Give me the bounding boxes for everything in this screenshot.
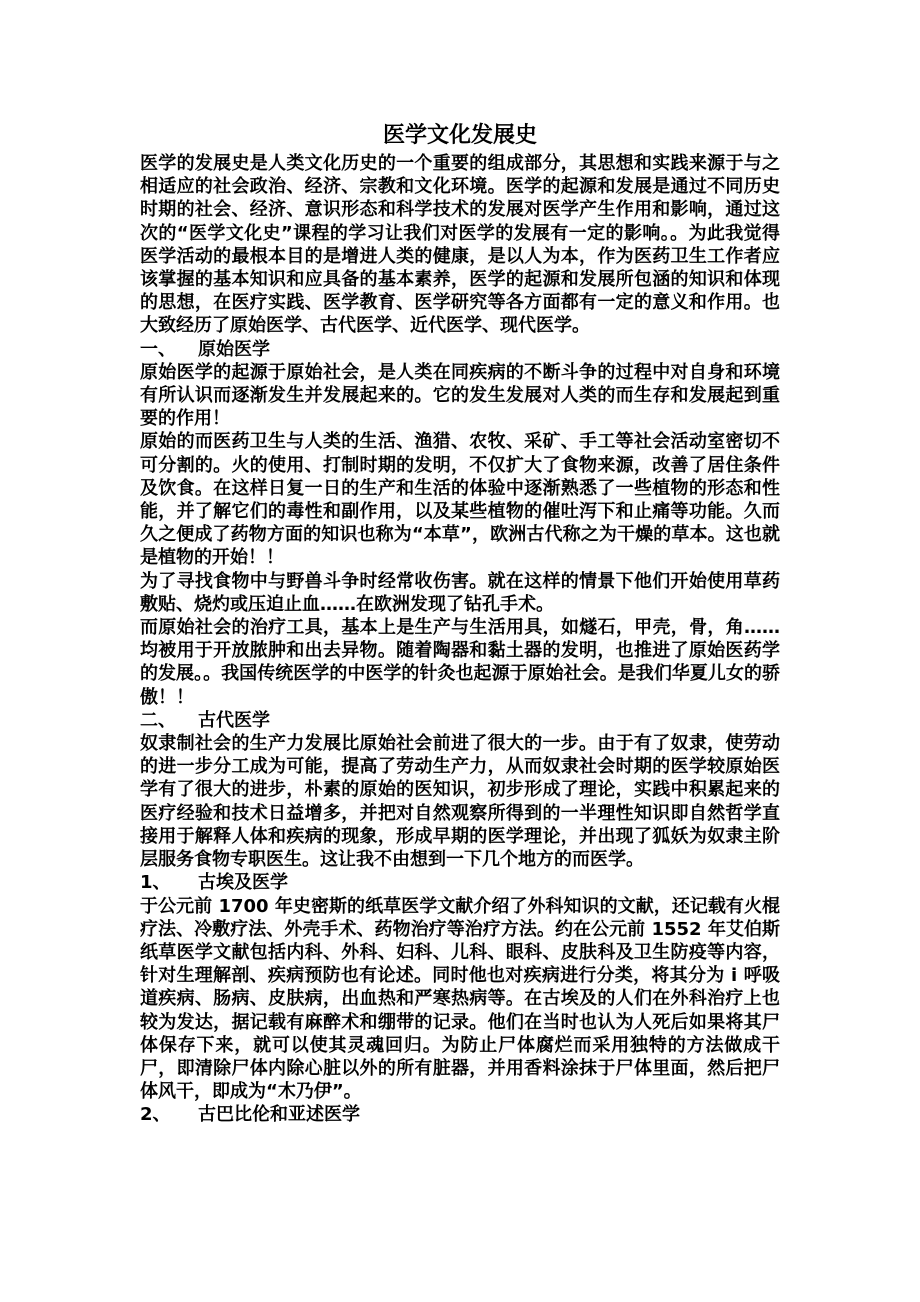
page-title: 医学文化发展史 bbox=[382, 123, 537, 148]
section-heading bbox=[140, 709, 780, 732]
section-title: 古代医学 bbox=[198, 709, 270, 731]
document-page bbox=[140, 120, 780, 1127]
section-heading bbox=[140, 1103, 780, 1126]
paragraph: 而原始社会的治疗工具，基本上是生产与生活用具，如燧石，甲壳，骨，角……均被用于开放脓肿和出去异物。随着陶器和黏土器的发明，也推进了原始医药学的发展。。我国传统医学的中医学的针灸也起源于原始社会。是我们华夏儿女的骄傲！！ bbox=[140, 617, 780, 708]
section-title: 古埃及医学 bbox=[198, 872, 288, 894]
section-number: 一、 bbox=[140, 338, 176, 360]
paragraph: 为了寻找食物中与野兽斗争时经常收伤害。就在这样的情景下他们开始使用草药敷贴、烧灼或压迫止血……在欧洲发现了钻孔手术。 bbox=[140, 570, 780, 615]
paragraph: 原始医学的起源于原始社会，是人类在同疾病的不断斗争的过程中对自身和环境有所认识而逐渐发生并发展起来的。它的发生发展对人类的而生存和发展起到重要的作用！ bbox=[140, 361, 780, 430]
section-number: 二、 bbox=[140, 709, 176, 731]
paragraph: 原始的而医药卫生与人类的生活、渔猎、农牧、采矿、手工等社会活动室密切不可分割的。火的使用、打制时期的发明，不仅扩大了食物来源，改善了居住条件及饮食。在这样日复一日的生产和生活的体验中逐渐熟悉了一些植物的形态和性能，并了解它们的毒性和副作用，以及某些植物的催吐泻下和止痛等功能。久而久之便成了药物方面的知识也称为“本草”，欧洲古代称之为干燥的草本。这也就是植物的开始！！ bbox=[140, 431, 780, 569]
section-number: 1、 bbox=[140, 872, 171, 894]
paragraph: 医学的发展史是人类文化历史的一个重要的组成部分，其思想和实践来源于与之相适应的社会政治、经济、宗教和文化环境。医学的起源和发展是通过不同历史时期的社会、经济、意识形态和科学技术的发展对医学产生作用和影响，通过这次的“医学文化史”课程的学习让我们对医学的发展有一定的影响。。为此我觉得医学活动的最根本目的是增进人类的健康，是以人为本，作为医药卫生工作者应该掌握的基本知识和应具备的基本素养，医学的起源和发展所包涵的知识和体现的思想，在医疗实践、医学教育、医学研究等各方面都有一定的意义和作用。也大致经历了原始医学、古代医学、近代医学、现代医学。 bbox=[140, 153, 780, 337]
section-title: 古巴比伦和亚述医学 bbox=[198, 1104, 360, 1126]
paragraph: 奴隶制社会的生产力发展比原始社会前进了很大的一步。由于有了奴隶，使劳动的进一步分工成为可能，提高了劳动生产力，从而奴隶社会时期的医学较原始医学有了很大的进步，朴素的原始的医知识，初步形成了理论，实践中积累起来的医疗经验和技术日益增多，并把对自然观察所得到的一半理性知识即自然哲学直接用于解释人体和疾病的现象，形成早期的医学理论，并出现了狐妖为奴隶主阶层服务食物专职医生。这让我不由想到一下几个地方的而医学。 bbox=[140, 733, 780, 871]
paragraph: 于公元前 1700 年史密斯的纸草医学文献介绍了外科知识的文献，还记载有火棍疗法、冷敷疗法、外壳手术、药物治疗等治疗方法。约在公元前 1552 年艾伯斯纸草医学文献包括内科、外科、妇科、儿科、眼科、皮肤科及卫生防疫等内容，针对生理解剖、疾病预防也有论述。同时他也对疾病进行分类，将其分为 i 呼吸道疾病、肠病、皮肤病，出血热和严寒热病等。在古埃及的人们在外科治疗上也较为发达，据记载有麻醉术和绷带的记录。他们在当时也认为人死后如果将其尸体保存下来，就可以使其灵魂回归。为防止尸体腐烂而采用独特的方法做成干尸，即清除尸体内除心脏以外的所有脏器，并用香料涂抹于尸体里面，然后把尸体风干，即成为“木乃伊”。 bbox=[140, 895, 780, 1103]
section-title: 原始医学 bbox=[198, 338, 270, 360]
section-heading bbox=[140, 871, 780, 894]
section-number: 2、 bbox=[140, 1104, 171, 1126]
section-heading bbox=[140, 338, 780, 361]
document-body bbox=[140, 152, 780, 1127]
